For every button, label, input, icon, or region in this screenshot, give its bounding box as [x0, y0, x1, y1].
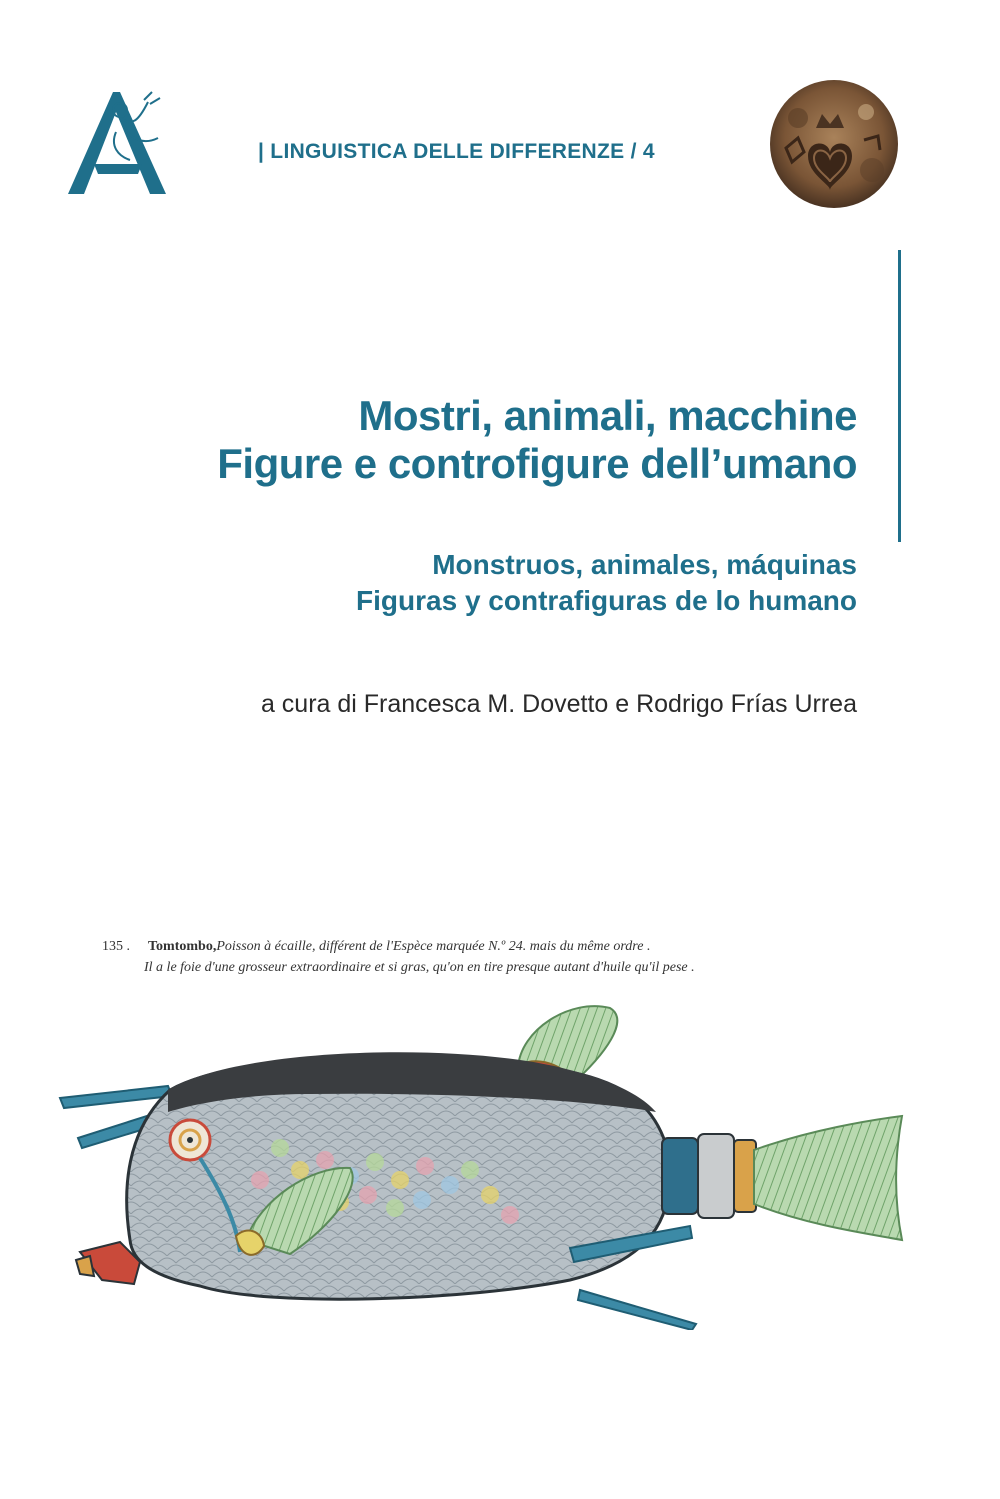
fish-illustration — [50, 990, 910, 1330]
title-line-1: Mostri, animali, macchine — [358, 392, 857, 439]
book-subtitle — [137, 547, 857, 619]
caption-line-2: Il a le foie d'une grosseur extraordinaire et si gras, qu'on en tire presque autant d'huile qu'il pese . — [144, 960, 695, 975]
vertical-rule — [898, 250, 901, 542]
caption-line-1: Poisson à écaille, différent de l'Espèce marquée N.º 24. mais du même ordre . — [216, 939, 651, 954]
subtitle-line-2: Figuras y contrafiguras de lo humano — [356, 585, 857, 616]
book-title — [137, 392, 857, 488]
publisher-logo-icon — [58, 82, 178, 202]
medallion-icon — [768, 78, 900, 210]
plate-number: 135 . — [102, 939, 130, 954]
editors-credit: a cura di Francesca M. Dovetto e Rodrigo Frías Urrea — [260, 690, 857, 718]
fish-name: Tomtombo, — [148, 939, 217, 954]
illustration-caption — [102, 936, 862, 978]
series-title: | LINGUISTICA DELLE DIFFERENZE / 4 — [258, 140, 655, 163]
subtitle-line-1: Monstruos, animales, máquinas — [432, 549, 857, 580]
title-line-2: Figure e controfigure dell’umano — [217, 440, 857, 487]
